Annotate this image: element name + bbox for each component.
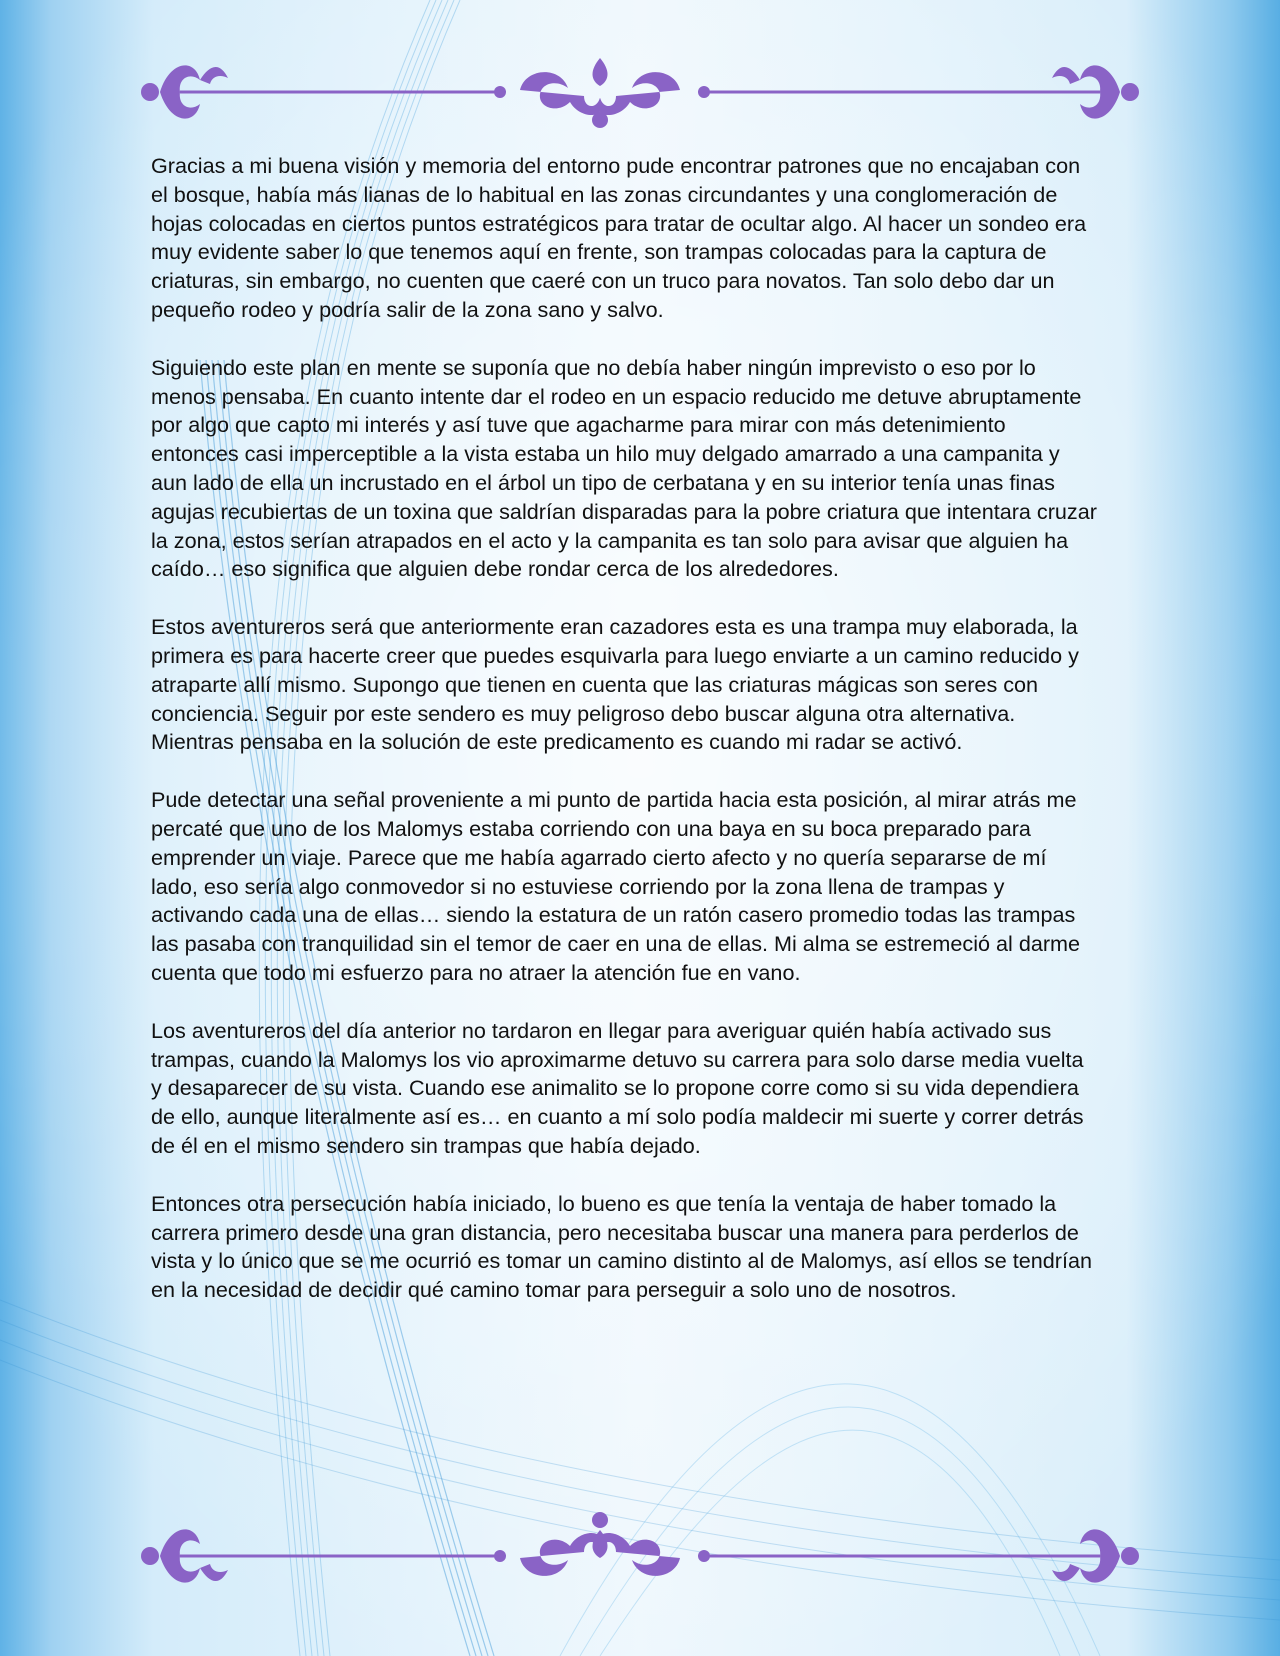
top-scroll-flourish-icon <box>140 50 1140 140</box>
paragraph-2: Siguiendo este plan en mente se suponía que no debía haber ningún imprevisto o eso por lo menos pensaba. En cuanto intente dar el rodeo en un espacio reducido me detuve abruptamente por algo que capto mi interés y así tuve que agacharme para mirar con más detenimiento entonces casi imperceptible a la vista estaba un hilo muy delgado amarrado a una campanita y aun lado de ella un incrustado en el árbol un tipo de cerbatana y en su interior tenía unas finas agujas recubiertas de un toxina que saldrían disparadas para la pobre criatura que intentara cruzar la zona, estos serían atrapados en el acto y la campanita es tan solo para avisar que alguien ha caído… eso significa que alguien debe rondar cerca de los alrededores. <box>151 354 1097 582</box>
paragraph-3: Estos aventureros será que anteriormente eran cazadores esta es una trampa muy elaborada, la primera es para hacerte creer que puedes esquivarla para luego enviarte a un camino reducido y atraparte allí mismo. Supongo que tienen en cuenta que las criaturas mágicas son seres con conciencia. Seguir por este sendero es muy peligroso debo buscar alguna otra alternativa. Mientras pensaba en la solución de este predicamento es cuando mi radar se activó. <box>151 614 1079 755</box>
paragraph-1: Gracias a mi buena visión y memoria del entorno pude encontrar patrones que no encajaban con el bosque, había más lianas de lo habitual en las zonas circundantes y una conglomeración de hojas colocadas en ciertos puntos estratégicos para tratar de ocultar algo. Al hacer un sondeo era muy evidente saber lo que tenemos aquí en frente, son trampas colocadas para la captura de criaturas, sin embargo, no cuenten que caeré con un truco para novatos. Tan solo debo dar un pequeño rodeo y podría salir de la zona sano y salvo. <box>151 153 1087 322</box>
paragraph-6: Entonces otra persecución había iniciado, lo bueno es que tenía la ventaja de haber tomado la carrera primero desde una gran distancia, pero necesitaba buscar una manera para perderlos de vista y lo único que se me ocurrió es tomar un camino distinto al de Malomys, así ellos se tendrían en la necesidad de decidir qué camino tomar para perseguir a solo uno de nosotros. <box>151 1190 1092 1303</box>
document-body <box>151 152 1099 1334</box>
paragraph-5: Los aventureros del día anterior no tardaron en llegar para averiguar quién había activado sus trampas, cuando la Malomys los vio aproximarme detuvo su carrera para solo darse media vuelta y desaparecer de su vista. Cuando ese animalito se lo propone corre como si su vida dependiera de ello, aunque literalmente así es… en cuanto a mí solo podía maldecir mi suerte y correr detrás de él en el mismo sendero sin trampas que había dejado. <box>151 1017 1084 1158</box>
bottom-scroll-flourish-icon <box>140 1508 1140 1598</box>
paragraph-4: Pude detectar una señal proveniente a mi punto de partida hacia esta posición, al mirar atrás me percaté que uno de los Malomys estaba corriendo con una baya en su boca preparado para emprender un viaje. Parece que me había agarrado cierto afecto y no quería separarse de mí lado, eso sería algo conmovedor si no estuviese corriendo por la zona llena de trampas y activando cada una de ellas… siendo la estatura de un ratón casero promedio todas las trampas las pasaba con tranquilidad sin el temor de caer en una de ellas. Mi alma se estremeció al darme cuenta que todo mi esfuerzo para no atraer la atención fue en vano. <box>151 787 1081 985</box>
